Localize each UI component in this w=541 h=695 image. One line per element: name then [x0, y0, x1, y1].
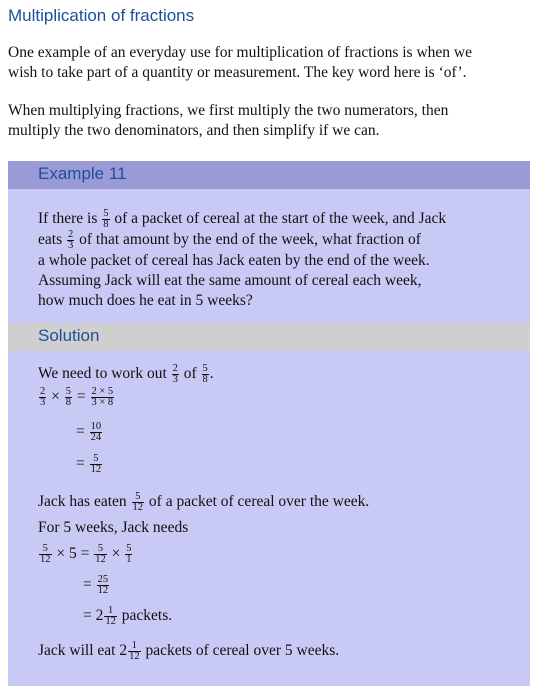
text: Jack will eat 2 — [38, 642, 128, 660]
operator: = — [76, 455, 85, 473]
text: of a packet of cereal at the start of the week, and Jack — [114, 210, 447, 228]
equation-line-3 — [76, 454, 103, 475]
numerator: 5 — [97, 543, 104, 554]
text: Jack has eaten — [38, 493, 127, 511]
operator: × 5 = — [56, 545, 90, 563]
denominator: 3 — [67, 240, 74, 251]
fraction — [39, 544, 52, 565]
text: packets of cereal over 5 weeks. — [145, 642, 340, 660]
text: If there is — [38, 210, 98, 228]
text: of — [183, 365, 197, 383]
solution-title-bar — [8, 323, 530, 351]
solution-line-2 — [38, 492, 369, 513]
fraction — [39, 387, 46, 408]
operator: = — [76, 423, 85, 441]
numerator: 1 — [131, 640, 137, 651]
question-line-2 — [38, 230, 421, 251]
equation-line-6 — [83, 606, 172, 627]
denominator: 3 × 8 — [91, 397, 114, 408]
text: of that amount by the end of the week, what fraction of — [79, 231, 421, 249]
numerator: 2 — [40, 386, 46, 397]
question-line-5: how much does he eat in 5 weeks? — [38, 292, 253, 309]
intro-paragraph-1 — [8, 43, 533, 83]
denominator: 8 — [103, 219, 109, 230]
intro-line: One example of an everyday use for multiplication of fractions is when we — [8, 44, 472, 61]
solution-line-4 — [38, 641, 339, 662]
numerator: 5 — [135, 491, 141, 502]
fraction — [128, 641, 141, 662]
numerator: 5 — [65, 386, 71, 397]
text: . — [209, 365, 214, 383]
example-title: Example 11 — [38, 164, 127, 183]
solution-title: Solution — [38, 326, 100, 345]
fraction — [125, 544, 132, 565]
denominator: 12 — [95, 554, 106, 565]
numerator: 10 — [90, 421, 102, 432]
intro-line: wish to take part of a quantity or measurement. The key word here is ‘of’. — [8, 64, 467, 81]
denominator: 12 — [90, 464, 102, 475]
denominator: 8 — [65, 397, 71, 408]
denominator: 1 — [126, 554, 132, 565]
numerator: 1 — [108, 605, 114, 616]
equation-line-5 — [83, 575, 110, 596]
question-line-1 — [38, 209, 446, 230]
denominator: 3 — [40, 397, 46, 408]
denominator: 3 — [172, 374, 178, 385]
numerator: 5 — [103, 208, 109, 219]
fraction — [202, 364, 209, 385]
numerator: 5 — [93, 453, 99, 464]
numerator: 5 — [126, 543, 132, 554]
question-line-3: a whole packet of cereal has Jack eaten by the end of the week. — [38, 252, 430, 269]
denominator: 12 — [97, 585, 109, 596]
fraction — [132, 492, 145, 513]
text: of a packet of cereal over the week. — [148, 493, 370, 511]
text: eats — [38, 231, 63, 249]
fraction — [102, 209, 109, 230]
solution-line-3: For 5 weeks, Jack needs — [38, 519, 189, 536]
numerator: 2 — [67, 229, 74, 240]
denominator: 8 — [202, 374, 208, 385]
fraction — [90, 454, 103, 475]
example-box — [8, 161, 530, 686]
operator: × — [111, 545, 121, 563]
intro-line: multiply the two denominators, and then simplify if we can. — [8, 122, 380, 139]
numerator: 5 — [42, 543, 48, 554]
fraction — [90, 422, 103, 443]
intro-line: When multiplying fractions, we first multiply the two numerators, then — [8, 102, 449, 119]
denominator: 12 — [132, 502, 144, 513]
numerator: 5 — [202, 363, 208, 374]
numerator: 25 — [97, 574, 109, 585]
denominator: 24 — [90, 432, 102, 443]
equation-line-4 — [38, 544, 133, 565]
fraction — [67, 230, 74, 251]
numerator: 2 × 5 — [91, 386, 114, 397]
solution-line-1 — [38, 364, 214, 385]
fraction — [172, 364, 179, 385]
fraction — [65, 387, 72, 408]
denominator: 12 — [105, 616, 116, 627]
operator: × — [51, 388, 60, 406]
denominator: 12 — [129, 651, 140, 662]
text: packets. — [121, 607, 173, 625]
text: We need to work out — [38, 365, 167, 383]
equation-line-2 — [76, 422, 103, 443]
fraction — [97, 575, 110, 596]
numerator: 2 — [172, 363, 178, 374]
denominator: 12 — [40, 554, 51, 565]
operator: = — [76, 388, 86, 406]
equation-line-1 — [38, 387, 115, 408]
intro-paragraph-2 — [8, 101, 533, 141]
operator: = — [83, 576, 92, 594]
operator: = 2 — [83, 607, 104, 625]
section-heading: Multiplication of fractions — [8, 6, 195, 25]
question-line-4: Assuming Jack will eat the same amount of cereal each week, — [38, 272, 422, 289]
fraction — [94, 544, 107, 565]
example-title-bar — [8, 161, 530, 189]
fraction — [91, 387, 115, 408]
fraction — [104, 606, 117, 627]
